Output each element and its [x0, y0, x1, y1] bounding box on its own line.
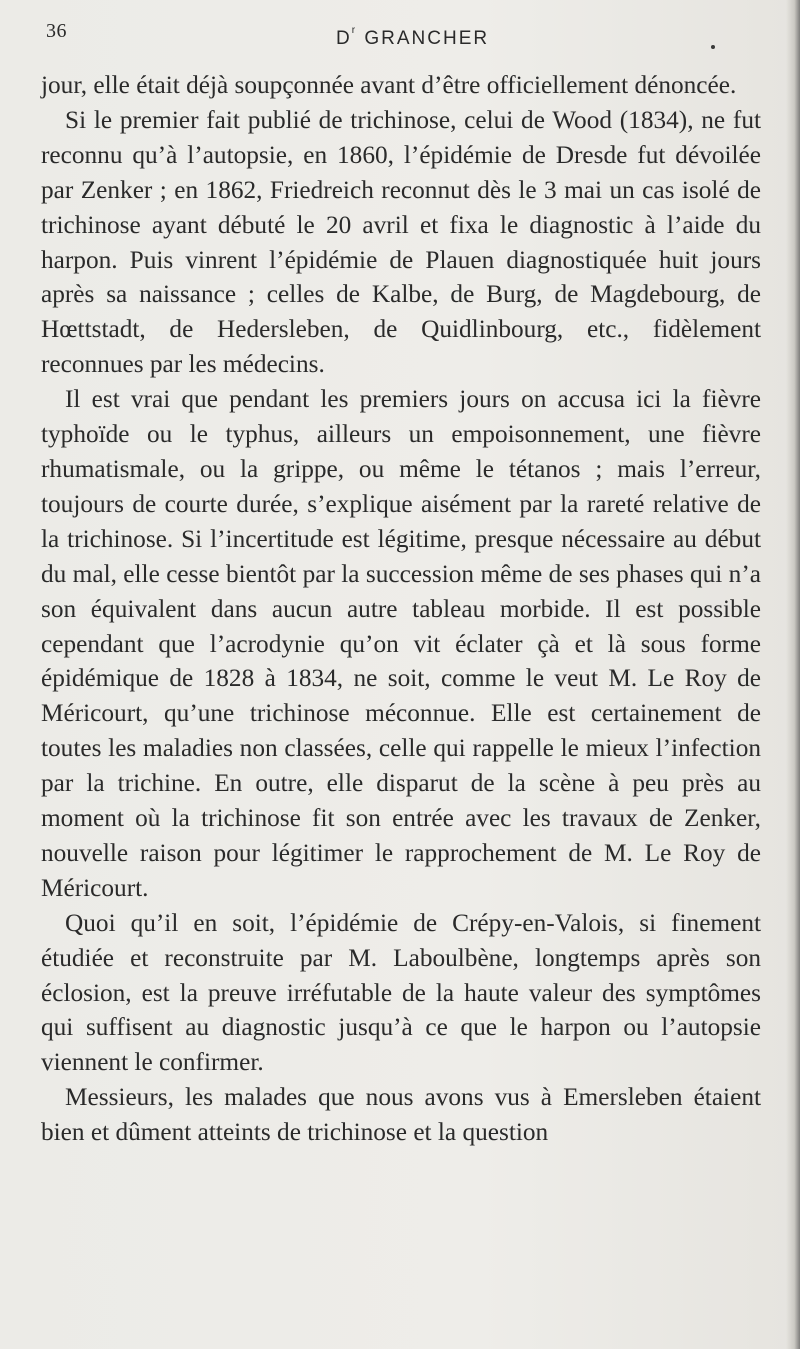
page-edge-shadow: [786, 0, 800, 1349]
header-dot-mark: [711, 45, 715, 49]
paragraph: Si le premier fait publié de trichinose, celui de Wood (1834), ne fut reconnu qu’à l’autopsie, en 1860, l’épidémie de Dresde fut dévoilée par Zenker ; en 1862, Friedreich reconnut dès le 3 mai un cas isolé de trichinose ayant débuté le 20 avril et fixa le diagnostic à l’aide du harpon. Puis vinrent l’épidémie de Plauen diagnostiquée huit jours après sa naissance ; celles de Kalbe, de Burg, de Magdebourg, de Hœttstadt, de Hedersleben, de Quidlinbourg, etc., fidèlement reconnues par les médecins.: [41, 105, 761, 379]
author-suffix: r: [351, 25, 358, 36]
body-text: [41, 68, 761, 1150]
paragraph-continued: jour, elle était déjà soupçonnée avant d’être officiellement dénoncée.: [41, 71, 737, 99]
author-name: GRANCHER: [364, 28, 490, 49]
page-number: 36: [46, 20, 67, 42]
running-head: [336, 25, 490, 50]
paragraph: Quoi qu’il en soit, l’épidémie de Crépy-en-Valois, si finement étudiée et reconstruite par M. Laboulbène, longtemps après son éclosion, est la preuve irréfutable de la haute valeur des symptômes qui suffisent au diagnostic jusqu’à ce que le harpon ou l’autopsie viennent le confirmer.: [41, 908, 761, 1077]
author-prefix: D: [336, 28, 352, 49]
paragraph: Il est vrai que pendant les premiers jours on accusa ici la fièvre typhoïde ou le typhus, ailleurs un empoisonnement, une fièvre rhumatismale, ou la grippe, ou même le tétanos ; mais l’erreur, toujours de courte durée, s’explique aisément par la rareté relative de la trichinose. Si l’incertitude est légitime, presque nécessaire au début du mal, elle cesse bientôt par la succession même de ses phases qui n’a son équivalent dans aucun autre tableau morbide. Il est possible cependant que l’acrodynie qu’on vit éclater çà et là sous forme épidémique de 1828 à 1834, ne soit, comme le veut M. Le Roy de Méricourt, qu’une trichinose méconnue. Elle est certainement de toutes les maladies non classées, celle qui rappelle le mieux l’infection par la trichine. En outre, elle disparut de la scène à peu près au moment où la trichinose fit son entrée avec les travaux de Zenker, nouvelle raison pour légitimer le rapprochement de M. Le Roy de Méricourt.: [41, 385, 761, 902]
paragraph: Messieurs, les malades que nous avons vus à Emersleben étaient bien et dûment atteints de trichinose et la question: [41, 1083, 761, 1147]
